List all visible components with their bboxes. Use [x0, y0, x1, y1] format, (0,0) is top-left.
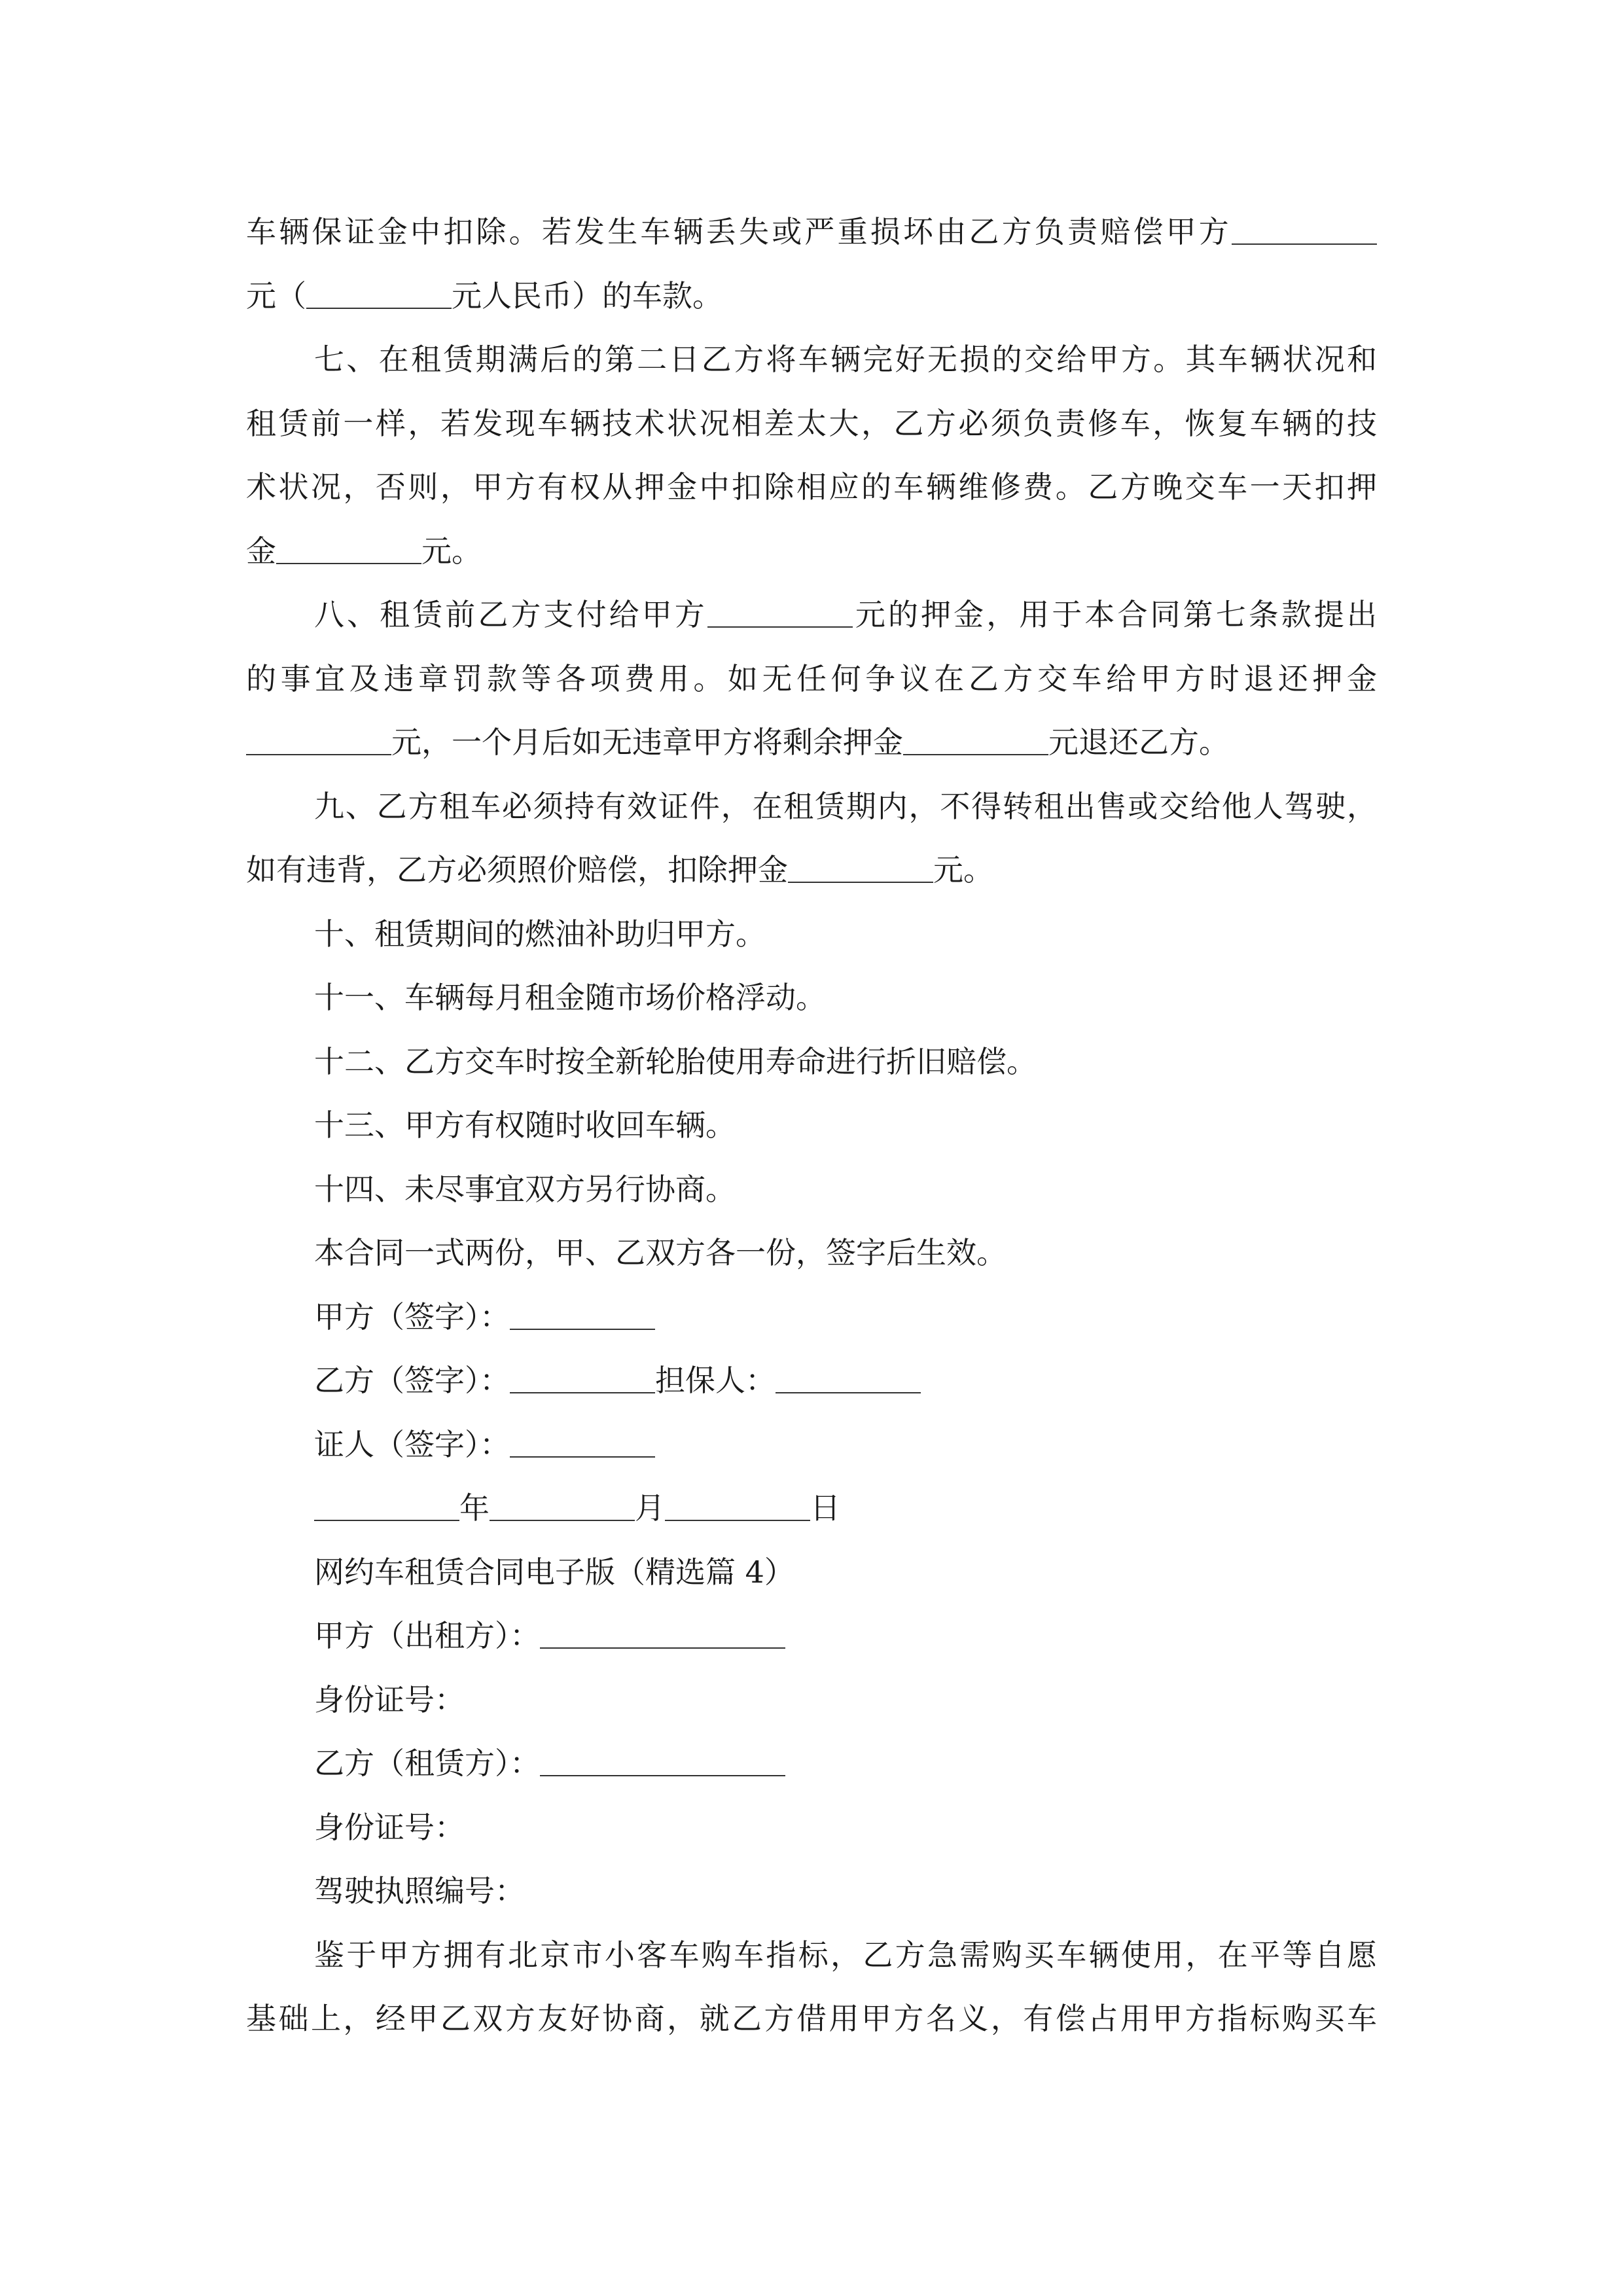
blank-field — [510, 1430, 655, 1458]
text-line — [246, 583, 1377, 647]
line-text: 乙方（租赁方）： — [314, 1746, 540, 1781]
field-license-number: 驾驶执照编号： — [314, 1873, 525, 1909]
blank-field — [306, 281, 452, 309]
blank-field — [776, 1366, 921, 1393]
blank-field — [540, 1621, 785, 1649]
field-lessee — [246, 1732, 1377, 1796]
line-text: 元，一个月后如无违章甲方将剩余押金 — [391, 725, 903, 760]
text-line: 基础上，经甲乙双方友好协商，就乙方借用甲方名义，有偿占用甲方指标购买车 — [246, 2001, 1377, 2036]
text-line: 十二、乙方交车时按全新轮胎使用寿命进行折旧赔偿。 — [314, 1043, 1037, 1079]
text-line — [246, 264, 1377, 329]
text-line — [246, 200, 1377, 264]
line-text: 元（ — [246, 278, 306, 314]
text-line: 术状况，否则，甲方有权从押金中扣除相应的车辆维修费。乙方晚交车一天扣押 — [246, 469, 1377, 505]
text-line: 七、在租赁期满后的第二日乙方将车辆完好无损的交给甲方。其车辆状况和 — [314, 342, 1377, 377]
text-line: 十三、甲方有权随时收回车辆。 — [314, 1107, 736, 1143]
text-line: 本合同一式两份，甲、乙双方各一份，签字后生效。 — [314, 1235, 1007, 1270]
field-lessor — [246, 1604, 1377, 1668]
text-line: 鉴于甲方拥有北京市小客车购车指标，乙方急需购买车辆使用，在平等自愿 — [314, 1937, 1377, 1973]
blank-field — [490, 1494, 635, 1521]
text-line: 租赁前一样，若发现车辆技术状况相差太大，乙方必须负责修车，恢复车辆的技 — [246, 405, 1377, 441]
document-body — [246, 200, 1377, 2051]
line-text: 元。 — [933, 852, 993, 888]
blank-field — [246, 728, 391, 755]
blank-field — [707, 600, 853, 628]
line-text: 月 — [635, 1490, 665, 1526]
text-line: 十一、车辆每月租金随市场价格浮动。 — [314, 980, 826, 1015]
line-text: 元人民币）的车款。 — [452, 278, 722, 314]
line-text: 八、租赁前乙方支付给甲方 — [314, 597, 707, 632]
line-text: 元退还乙方。 — [1048, 725, 1229, 760]
blank-field — [314, 1494, 459, 1521]
blank-field — [1232, 217, 1377, 245]
line-text: 年 — [459, 1490, 490, 1526]
line-text: 乙方（签字）： — [314, 1363, 510, 1398]
signature-line-witness — [246, 1413, 1377, 1477]
blank-field — [665, 1494, 810, 1521]
line-text: 金 — [246, 533, 276, 569]
blank-field — [510, 1302, 655, 1330]
line-text: 元。 — [421, 533, 482, 569]
field-id-number: 身份证号： — [314, 1681, 465, 1717]
signature-line-party-a — [246, 1285, 1377, 1350]
text-line — [246, 520, 1377, 584]
line-text: 元的押金，用于本合同第七条款提出 — [852, 597, 1378, 632]
text-line: 的事宜及违章罚款等各项费用。如无任何争议在乙方交车给甲方时退还押金 — [246, 660, 1377, 696]
section-title: 网约车租赁合同电子版（精选篇 4） — [314, 1554, 794, 1590]
blank-field — [903, 728, 1048, 755]
text-line — [246, 838, 1377, 903]
date-line — [246, 1477, 1377, 1541]
line-text: 甲方（出租方）： — [314, 1618, 540, 1653]
blank-field — [540, 1749, 785, 1776]
line-text: 车辆保证金中扣除。若发生车辆丢失或严重损坏由乙方负责赔偿甲方 — [246, 214, 1232, 249]
signature-line-party-b — [246, 1349, 1377, 1413]
line-text: 日 — [810, 1490, 840, 1526]
blank-field — [788, 855, 933, 883]
text-line — [246, 711, 1377, 775]
line-text: 担保人： — [655, 1363, 776, 1398]
text-line: 十、租赁期间的燃油补助归甲方。 — [314, 916, 766, 952]
line-text: 甲方（签字）： — [314, 1299, 510, 1335]
line-text: 证人（签字）： — [314, 1426, 510, 1462]
text-line: 十四、未尽事宜双方另行协商。 — [314, 1171, 736, 1207]
blank-field — [510, 1366, 655, 1393]
blank-field — [276, 537, 421, 564]
text-line: 九、乙方租车必须持有效证件，在租赁期内，不得转租出售或交给他人驾驶， — [314, 788, 1377, 824]
line-text: 如有违背，乙方必须照价赔偿，扣除押金 — [246, 852, 788, 888]
field-id-number: 身份证号： — [314, 1809, 465, 1845]
